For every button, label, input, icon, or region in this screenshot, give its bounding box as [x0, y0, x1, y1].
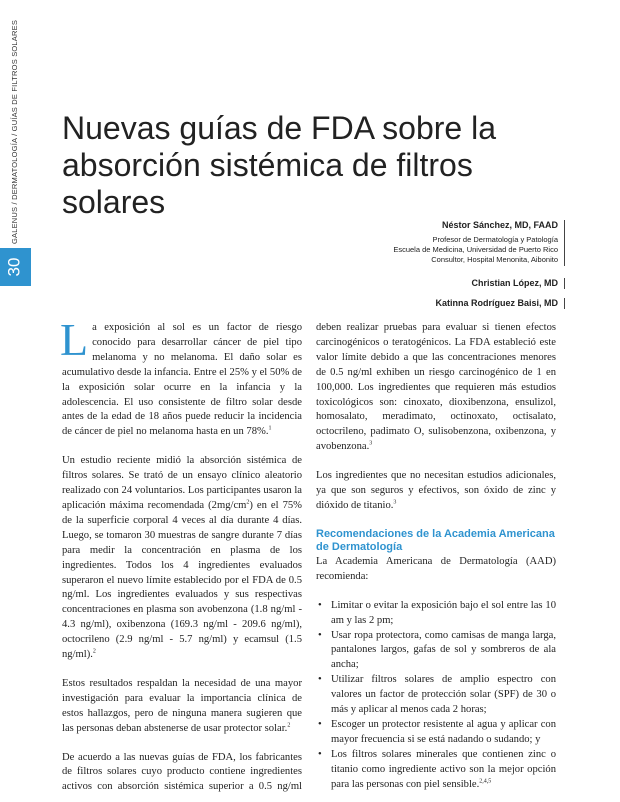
- list-item: • Usar ropa protectora, como camisas de manga larga, pantalones largos, gafas de sol y sombreros de ala ancha;: [316, 629, 556, 674]
- recommendation-intro: La Academia Americana de Dermatología (AAD) recomienda:: [316, 555, 556, 582]
- reference-marker: 3: [369, 440, 373, 447]
- list-item: • Escoger un protector resistente al agua y aplicar con mayor frecuencia si se está nadando o sudando; y: [316, 718, 556, 748]
- affiliation: Consultor, Hospital Menonita, Aibonito: [431, 255, 558, 264]
- affiliation: Profesor de Dermatología y Patología: [432, 235, 558, 244]
- paragraph: De acuerdo a las nuevas guías de FDA, los fabricantes de filtros solares cuyo producto contiene ingredientes activos con absorción sistémica superior a 0.5 ng/ml: [62, 751, 302, 793]
- reference-marker: 2: [287, 722, 291, 729]
- author-divider: [564, 278, 565, 289]
- reference-marker: 2,4,5: [479, 778, 492, 785]
- article-title: Nuevas guías de FDA sobre la absorción sistémica de filtros solares: [62, 110, 497, 220]
- list-item: • Los filtros solares minerales que contienen zinc o titanio como ingrediente activo son la mejor opción para las personas con piel sensible.$^{2,4,5}$: [316, 748, 556, 793]
- running-head: GALENUS / DERMATOLOGÍA / GUÍAS DE FILTROS SOLARES: [10, 19, 19, 244]
- column-left: [60, 314, 302, 795]
- page-number: 30: [0, 248, 28, 286]
- reference-marker: 1: [268, 425, 272, 432]
- paragraph: Los ingredientes que no necesitan estudios adicionales, ya que son seguros y efectivos, son óxido de zinc y dióxido de titanio.$^3$: [316, 470, 556, 511]
- accent-bar: [28, 248, 31, 286]
- paragraph: Estos resultados respaldan la necesidad de una mayor investigación para evaluar la importancia clínica de estos hallazgos, pero de ninguna manera sugieren que las personas deban abstenerse de usar protector solar.$^2$: [62, 677, 302, 734]
- affiliation: Escuela de Medicina, Universidad de Puerto Rico: [393, 245, 558, 254]
- column-right: [316, 321, 556, 792]
- list-item: • Utilizar filtros solares de amplio espectro con valores un factor de protección solar (SPF) de 30 o más y aplicar al menos cada 2 horas;: [316, 673, 556, 718]
- drop-cap: L: [60, 314, 89, 365]
- section-heading: Recomendaciones de la Academia Americana de Dermatología: [316, 527, 555, 553]
- reference-marker: 2: [92, 648, 96, 655]
- list-item: • Limitar o evitar la exposición bajo el sol entre las 10 am y las 2 pm;: [316, 599, 556, 629]
- reference-marker: 3: [393, 499, 397, 506]
- author-divider: [564, 220, 565, 266]
- author-3: Katinna Rodríguez Baisi, MD: [435, 298, 558, 308]
- author-2: Christian López, MD: [471, 278, 558, 288]
- recommendation-list: [316, 599, 556, 793]
- paragraph: Un estudio reciente midió la absorción sistémica de filtros solares. Se trató de un ensayo clínico aleatorio realizado con 24 voluntarios. Los participantes usaron la aplicación máxima recomendada $(2mg/cm^2)$ en el 75% de la superficie corporal 4 veces al día durante 4 días. Luego, se tomaron 30 muestras de sangre durante 7 días para medir la concentración en plasma de los ingredientes. Todos los 4 ingredientes evaluados superaron el nuevo límite establecido por el FDA de 0.5 ng/ml. Los ingredientes evaluados y sus respectivas concentraciones en plasma son avobenzona (1.8 ng/ml - 4.3 ng/ml), oxibenzona (169.3 ng/ml - 209.6 ng/ml), octocrileno (2.9 ng/ml - 5.7 ng/ml) y ecamsul (1.5 ng/ml).$^2$: [62, 455, 302, 661]
- author-name: Néstor Sánchez, MD, FAAD: [441, 220, 558, 230]
- author-divider: [564, 298, 565, 309]
- paragraph-continued: deben realizar pruebas para evaluar si tienen efectos carcinogénicos o teratogénicos. La FDA estableció este valor límite debido a que las concentraciones menores de 0.5 ng/ml exhiben un riesgo carcinogénico de 1 en 100,000. Los ingredientes que requieren más estudios toxicológicos son: cinoxato, dioxibenzona, ensulizol, homosalato, meradimato, octinoxato, octisalato, octocrileno, padimato O, sulisobenzona, oxibenzona, y avobenzona.$^3$: [316, 322, 556, 453]
- author-1: [393, 220, 558, 265]
- paragraph: La exposición al sol es un factor de riesgo conocido para desarrollar cáncer de piel tipo melanoma y no melanoma. El daño solar es acumulativo desde la infancia. Entre el 25% y el 50% de la exposición solar ocurre en la infancia y la adolescencia. El uso consistente de filtro solar desde antes de la edad de 18 años puede reducir la incidencia de cáncer de piel no melanoma hasta en un 78%.$^1$: [60, 314, 302, 438]
